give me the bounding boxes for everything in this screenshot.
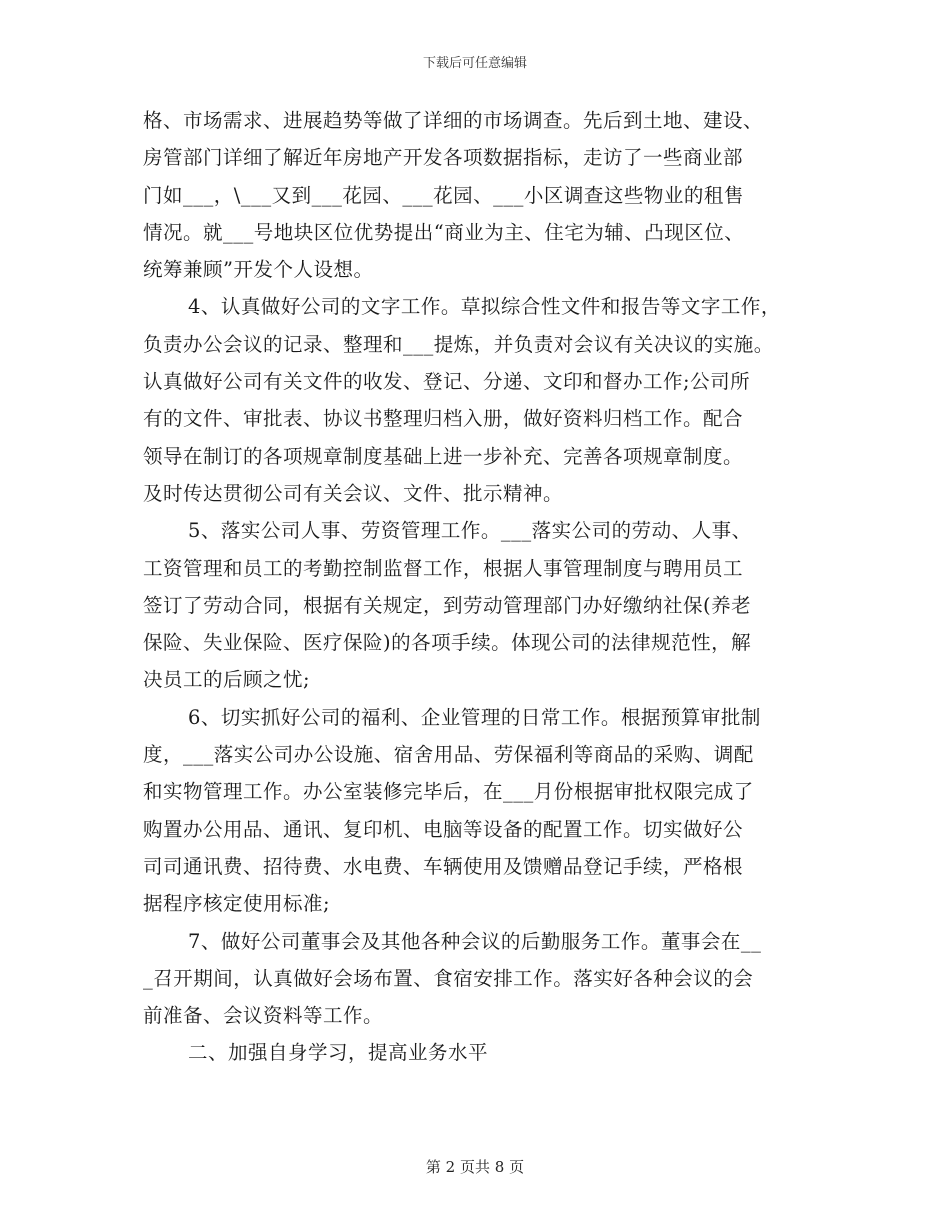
text-line: 前准备、会议资料等工作。 [143, 1004, 384, 1028]
text-line: 度，___落实公司办公设施、宿舍用品、劳保福利等商品的采购、调配 [143, 743, 754, 767]
page-header: 下载后可任意编辑 [422, 56, 527, 71]
text-line: 工资管理和员工的考勤控制监督工作，根据人事管理制度与聘用员工 [143, 556, 744, 580]
text-line: _召开期间，认真做好会场布置、食宿安排工作。落实好各种会议的会 [143, 966, 754, 990]
text-line: 情况。就___号地块区位优势提出“商业为主、住宅为辅、凸现区位、 [143, 220, 745, 244]
text-line: 司司通讯费、招待费、水电费、车辆使用及馈赠品登记手续，严格根 [143, 854, 744, 878]
text-line: 门如___，\___又到___花园、___花园、___小区调查这些物业的租售 [143, 183, 744, 207]
text-line: 认真做好公司有关文件的收发、登记、分递、文印和督办工作;公司所 [143, 370, 751, 394]
text-line: 决员工的后顾之忧; [143, 668, 311, 692]
paragraph-6-start: 6、切实抓好公司的福利、企业管理的日常工作。根据预算审批制 [188, 705, 761, 729]
text-line: 和实物管理工作。办公室装修完毕后，在___月份根据审批权限完成了 [143, 780, 754, 804]
document-body [143, 102, 823, 1072]
paragraph-5-start: 5、落实公司人事、劳资管理工作。___落实公司的劳动、人事、 [188, 519, 752, 543]
text-line: 房管部门详细了解近年房地产开发各项数据指标，走访了一些商业部 [143, 146, 744, 170]
text-line: 领导在制订的各项规章制度基础上进一步补充、完善各项规章制度。 [143, 444, 744, 468]
text-line: 负责办公会议的记录、整理和___提炼，并负责对会议有关决议的实施。 [143, 332, 774, 356]
text-line: 据程序核定使用标准; [143, 892, 331, 916]
text-line: 格、市场需求、进展趋势等做了详细的市场调查。先后到土地、建设、 [143, 109, 764, 132]
text-line: 统筹兼顾”开发个人设想。 [143, 258, 374, 282]
text-line: 签订了劳动合同，根据有关规定，到劳动管理部门办好缴纳社保(养老 [143, 593, 752, 617]
page-number: 第 2 页共 8 页 [425, 1158, 525, 1176]
paragraph-7-start: 7、做好公司董事会及其他各种会议的后勤服务工作。董事会在__ [188, 929, 762, 953]
text-line: 购置办公用品、通讯、复印机、电脑等设备的配置工作。切实做好公 [143, 817, 744, 841]
text-line: 及时传达贯彻公司有关会议、文件、批示精神。 [143, 481, 564, 505]
section-heading: 二、加强自身学习，提高业务水平 [188, 1041, 489, 1065]
paragraph-4-start: 4、认真做好公司的文字工作。草拟综合性文件和报告等文字工作， [188, 295, 781, 319]
text-line: 有的文件、审批表、协议书整理归档入册，做好资料归档工作。配合 [143, 407, 744, 431]
text-line: 保险、失业保险、医疗保险)的各项手续。体现公司的法律规范性，解 [143, 631, 752, 655]
